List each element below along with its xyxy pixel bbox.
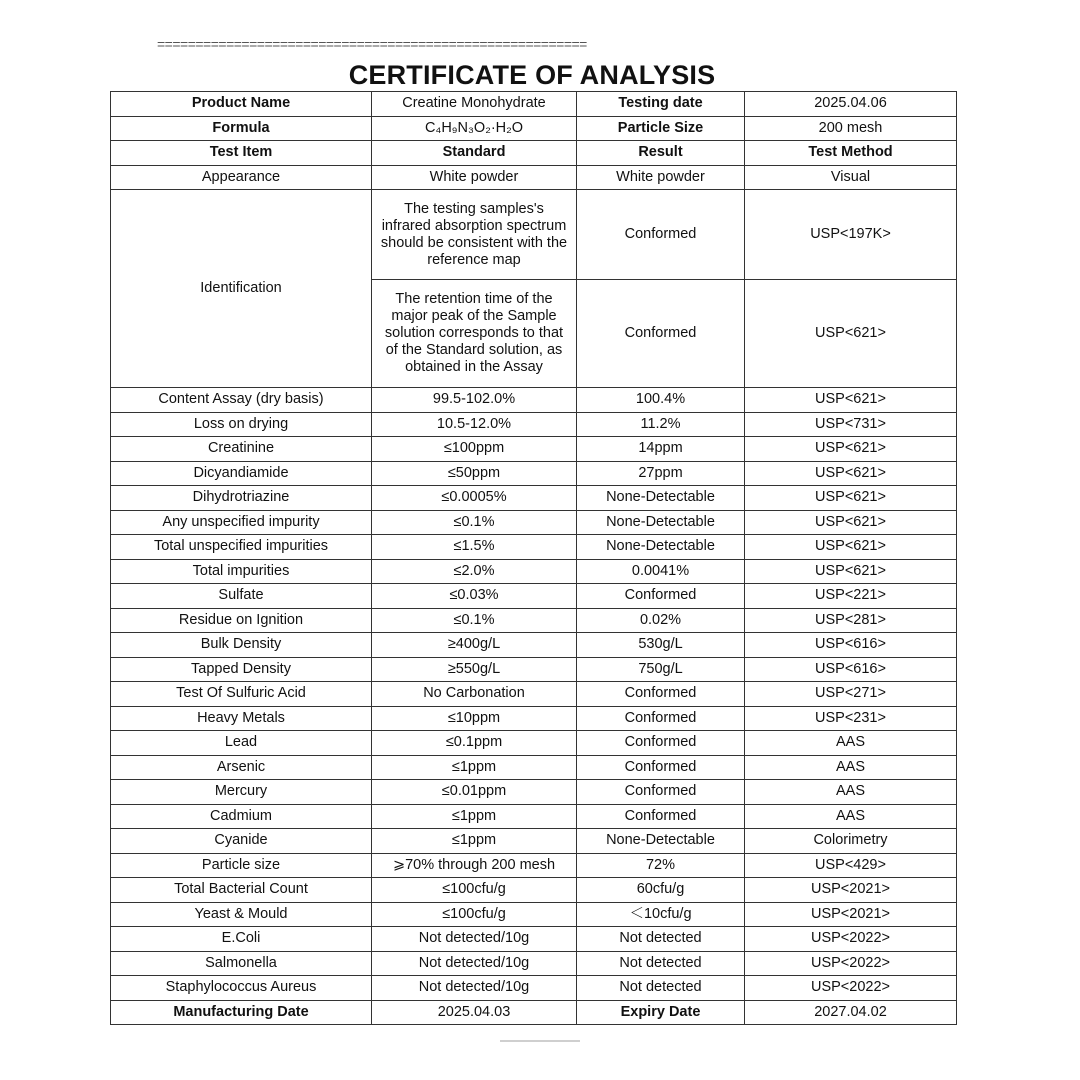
manufacturing-date-value: 2025.04.03: [372, 1000, 577, 1025]
header-row-product: [111, 92, 957, 117]
table-row: [111, 437, 957, 462]
method-cell: USP<621>: [745, 437, 957, 462]
result-cell: Not detected: [577, 927, 745, 952]
result-cell: 0.02%: [577, 608, 745, 633]
standard-cell: ≤100cfu/g: [372, 902, 577, 927]
test-item-cell: Total unspecified impurities: [111, 535, 372, 560]
scan-artifact: [500, 1040, 580, 1042]
analysis-table: [110, 91, 957, 1025]
test-item-cell: Cadmium: [111, 804, 372, 829]
standard-cell: ≤0.03%: [372, 584, 577, 609]
standard-cell: ≤1ppm: [372, 755, 577, 780]
test-item-cell: Salmonella: [111, 951, 372, 976]
table-row: [111, 535, 957, 560]
test-item-cell: Arsenic: [111, 755, 372, 780]
column-header-row: [111, 141, 957, 166]
table-row-identification-ir: [111, 190, 957, 280]
method-cell: AAS: [745, 804, 957, 829]
result-cell: Conformed: [577, 682, 745, 707]
test-item-cell: Total impurities: [111, 559, 372, 584]
expiry-date-value: 2027.04.02: [745, 1000, 957, 1025]
result-cell: 750g/L: [577, 657, 745, 682]
identification-result-ir: Conformed: [577, 190, 745, 280]
footer-row-dates: [111, 1000, 957, 1025]
result-cell: None-Detectable: [577, 535, 745, 560]
table-row: [111, 412, 957, 437]
result-cell: 27ppm: [577, 461, 745, 486]
table-row: [111, 976, 957, 1001]
result-cell: Conformed: [577, 731, 745, 756]
test-item-cell: Dihydrotriazine: [111, 486, 372, 511]
test-item-cell: E.Coli: [111, 927, 372, 952]
result-cell: 530g/L: [577, 633, 745, 658]
document-title: CERTIFICATE OF ANALYSIS: [348, 60, 716, 90]
method-cell: Visual: [745, 165, 957, 190]
table-row: [111, 902, 957, 927]
table-row: [111, 633, 957, 658]
method-cell: USP<2022>: [745, 976, 957, 1001]
standard-cell: No Carbonation: [372, 682, 577, 707]
table-row: [111, 755, 957, 780]
method-cell: Colorimetry: [745, 829, 957, 854]
test-item-cell: Test Of Sulfuric Acid: [111, 682, 372, 707]
standard-cell: ≥550g/L: [372, 657, 577, 682]
standard-cell: ≥400g/L: [372, 633, 577, 658]
result-cell: Conformed: [577, 780, 745, 805]
identification-method-ir: USP<197K>: [745, 190, 957, 280]
column-header-test-method: Test Method: [745, 141, 957, 166]
method-cell: AAS: [745, 731, 957, 756]
product-name-label: Product Name: [111, 92, 372, 117]
column-header-standard: Standard: [372, 141, 577, 166]
result-cell: 100.4%: [577, 388, 745, 413]
table-row: [111, 486, 957, 511]
test-item-cell: Appearance: [111, 165, 372, 190]
test-item-cell: Sulfate: [111, 584, 372, 609]
test-item-cell: Content Assay (dry basis): [111, 388, 372, 413]
table-row: [111, 780, 957, 805]
method-cell: USP<231>: [745, 706, 957, 731]
test-item-cell: Lead: [111, 731, 372, 756]
standard-cell: White powder: [372, 165, 577, 190]
method-cell: USP<621>: [745, 510, 957, 535]
test-item-cell: Heavy Metals: [111, 706, 372, 731]
test-item-cell: Yeast & Mould: [111, 902, 372, 927]
standard-cell: Not detected/10g: [372, 927, 577, 952]
method-cell: USP<616>: [745, 657, 957, 682]
manufacturing-date-label: Manufacturing Date: [111, 1000, 372, 1025]
table-row: [111, 853, 957, 878]
standard-cell: 10.5-12.0%: [372, 412, 577, 437]
method-cell: USP<281>: [745, 608, 957, 633]
table-row: [111, 461, 957, 486]
test-item-cell: Tapped Density: [111, 657, 372, 682]
standard-cell: Not detected/10g: [372, 951, 577, 976]
method-cell: USP<2022>: [745, 951, 957, 976]
result-cell: Conformed: [577, 706, 745, 731]
result-cell: None-Detectable: [577, 486, 745, 511]
method-cell: AAS: [745, 755, 957, 780]
test-item-cell: Creatinine: [111, 437, 372, 462]
table-row: [111, 608, 957, 633]
identification-standard-hplc: The retention time of the major peak of the Sample solution corresponds to that of the Standard solution, as obtained in the Assay: [372, 280, 577, 388]
result-cell: Conformed: [577, 804, 745, 829]
table-row: [111, 829, 957, 854]
standard-cell: ≤100cfu/g: [372, 878, 577, 903]
particle-size-label: Particle Size: [577, 116, 745, 141]
method-cell: USP<621>: [745, 559, 957, 584]
test-item-cell: Particle size: [111, 853, 372, 878]
result-cell: Not detected: [577, 951, 745, 976]
method-cell: USP<2021>: [745, 878, 957, 903]
expiry-date-label: Expiry Date: [577, 1000, 745, 1025]
table-row: [111, 510, 957, 535]
method-cell: USP<271>: [745, 682, 957, 707]
test-item-cell: Staphylococcus Aureus: [111, 976, 372, 1001]
product-name-value: Creatine Monohydrate: [372, 92, 577, 117]
standard-cell: ≤2.0%: [372, 559, 577, 584]
result-cell: None-Detectable: [577, 510, 745, 535]
test-item-cell: Mercury: [111, 780, 372, 805]
table-row: [111, 706, 957, 731]
standard-cell: ≤50ppm: [372, 461, 577, 486]
table-row: [111, 559, 957, 584]
result-cell: Not detected: [577, 976, 745, 1001]
test-item-cell: Any unspecified impurity: [111, 510, 372, 535]
result-cell: None-Detectable: [577, 829, 745, 854]
standard-cell: ≤0.0005%: [372, 486, 577, 511]
table-row: [111, 804, 957, 829]
result-cell: Conformed: [577, 755, 745, 780]
test-item-cell: Cyanide: [111, 829, 372, 854]
standard-cell: ≤1ppm: [372, 829, 577, 854]
standard-cell: ≤0.1%: [372, 510, 577, 535]
method-cell: USP<2021>: [745, 902, 957, 927]
result-cell: White powder: [577, 165, 745, 190]
standard-cell: 99.5-102.0%: [372, 388, 577, 413]
result-cell: 14ppm: [577, 437, 745, 462]
method-cell: USP<221>: [745, 584, 957, 609]
table-row: [111, 682, 957, 707]
result-cell: 11.2%: [577, 412, 745, 437]
method-cell: USP<616>: [745, 633, 957, 658]
standard-cell: ≤0.1%: [372, 608, 577, 633]
testing-date-label: Testing date: [577, 92, 745, 117]
standard-cell: ≤0.01ppm: [372, 780, 577, 805]
test-item-cell: Total Bacterial Count: [111, 878, 372, 903]
result-cell: 0.0041%: [577, 559, 745, 584]
identification-standard-ir: The testing samples's infrared absorption spectrum should be consistent with the reference map: [372, 190, 577, 280]
particle-size-value: 200 mesh: [745, 116, 957, 141]
column-header-test-item: Test Item: [111, 141, 372, 166]
result-cell: 72%: [577, 853, 745, 878]
standard-cell: ⩾70% through 200 mesh: [372, 853, 577, 878]
test-item-cell: Loss on drying: [111, 412, 372, 437]
result-cell: ＜10cfu/g: [577, 902, 745, 927]
method-cell: AAS: [745, 780, 957, 805]
table-row: [111, 388, 957, 413]
table-row: [111, 927, 957, 952]
header-row-formula: [111, 116, 957, 141]
table-row: [111, 165, 957, 190]
standard-cell: ≤0.1ppm: [372, 731, 577, 756]
result-cell: Conformed: [577, 584, 745, 609]
result-cell: 60cfu/g: [577, 878, 745, 903]
standard-cell: ≤1.5%: [372, 535, 577, 560]
formula-label: Formula: [111, 116, 372, 141]
table-row: [111, 731, 957, 756]
test-item-cell: Bulk Density: [111, 633, 372, 658]
table-row: [111, 657, 957, 682]
test-item-cell: Dicyandiamide: [111, 461, 372, 486]
standard-cell: ≤10ppm: [372, 706, 577, 731]
identification-result-hplc: Conformed: [577, 280, 745, 388]
method-cell: USP<621>: [745, 388, 957, 413]
standard-cell: ≤100ppm: [372, 437, 577, 462]
identification-method-hplc: USP<621>: [745, 280, 957, 388]
identification-item-cell: Identification: [111, 190, 372, 388]
testing-date-value: 2025.04.06: [745, 92, 957, 117]
table-row: [111, 584, 957, 609]
column-header-result: Result: [577, 141, 745, 166]
method-cell: USP<731>: [745, 412, 957, 437]
standard-cell: Not detected/10g: [372, 976, 577, 1001]
table-row: [111, 951, 957, 976]
method-cell: USP<2022>: [745, 927, 957, 952]
test-item-cell: Residue on Ignition: [111, 608, 372, 633]
method-cell: USP<621>: [745, 535, 957, 560]
method-cell: USP<429>: [745, 853, 957, 878]
decorative-rule-line: ========================================================: [157, 36, 587, 52]
table-row: [111, 878, 957, 903]
formula-value: C₄H₉N₃O₂·H₂O: [372, 116, 577, 141]
method-cell: USP<621>: [745, 486, 957, 511]
method-cell: USP<621>: [745, 461, 957, 486]
standard-cell: ≤1ppm: [372, 804, 577, 829]
